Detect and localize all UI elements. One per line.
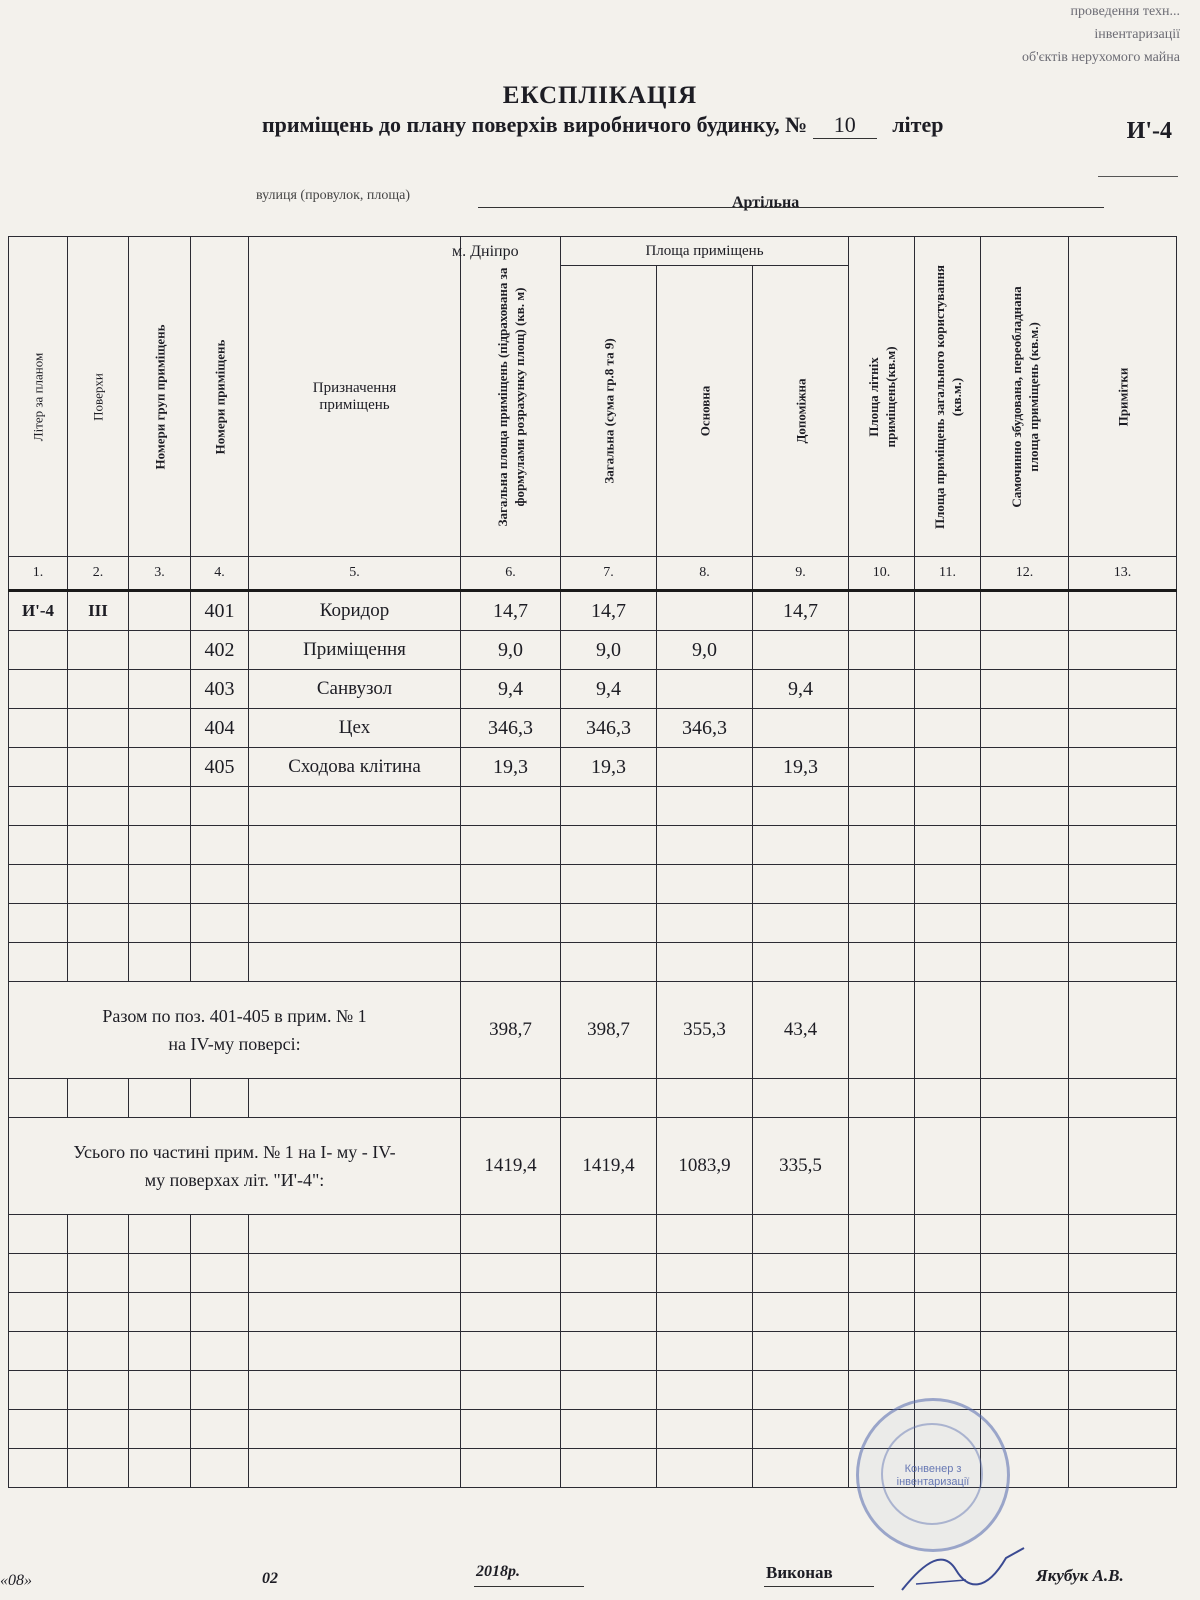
liter-underline: [1098, 176, 1178, 177]
col-header-common: Площа приміщень загального користування (кв.м.): [915, 237, 981, 557]
col-header-notes: Примітки: [1069, 237, 1177, 557]
cell-sum: 19,3: [561, 748, 657, 787]
cell-sum: 14,7: [561, 591, 657, 631]
corner-line: проведення техн...: [1070, 4, 1180, 19]
signature-mark: [896, 1540, 1036, 1600]
col-header-total-area: Загальна площа приміщень (підрахована за формулами розрахунку площ) (кв. м): [461, 237, 561, 557]
footer-day: «08»: [0, 1572, 32, 1589]
year-underline: [474, 1586, 584, 1587]
col-number: 10.: [849, 557, 915, 591]
cell-floor: [68, 748, 129, 787]
cell-total: 346,3: [461, 709, 561, 748]
cell-room: 401: [191, 591, 249, 631]
cell-aux: 14,7: [753, 591, 849, 631]
footer-performed-label: Виконав: [766, 1563, 833, 1582]
cell-room: 405: [191, 748, 249, 787]
col-header-groups: Номери груп приміщень: [129, 237, 191, 557]
subtotal-sum: 398,7: [561, 982, 657, 1079]
empty-row: [9, 943, 1177, 982]
col-header-liter: Літер за планом: [9, 237, 68, 557]
grand-total-label: Усього по частині прим. № 1 на І- му - IV- му поверхах літ. "И'-4":: [9, 1118, 461, 1215]
cell-floor: III: [68, 591, 129, 631]
column-number-row: [9, 557, 1177, 591]
col-header-main: Основна: [657, 266, 753, 557]
cell-aux: [753, 709, 849, 748]
subtitle-prefix: приміщень до плану поверхів виробничого будинку, №: [262, 112, 808, 137]
cell-aux: 9,4: [753, 670, 849, 709]
col-header-purpose: Призначення приміщень: [249, 237, 461, 557]
cell-liter: [9, 748, 68, 787]
cell-room: 402: [191, 631, 249, 670]
cell-aux: 19,3: [753, 748, 849, 787]
col-number: 9.: [753, 557, 849, 591]
official-stamp: Конвенер з інвентаризації: [856, 1398, 1010, 1552]
table-row: [9, 631, 1177, 670]
cell-sum: 346,3: [561, 709, 657, 748]
subtotal-row: [9, 982, 1177, 1079]
grand-total-total: 1419,4: [461, 1118, 561, 1215]
col-number: 4.: [191, 557, 249, 591]
col-number: 2.: [68, 557, 129, 591]
col-number: 6.: [461, 557, 561, 591]
cell-main: 346,3: [657, 709, 753, 748]
col-header-room-numbers: Номери приміщень: [191, 237, 249, 557]
col-number: 13.: [1069, 557, 1177, 591]
cell-total: 19,3: [461, 748, 561, 787]
cell-main: 9,0: [657, 631, 753, 670]
subtotal-label: Разом по поз. 401-405 в прим. № 1 на IV-му поверсі:: [9, 982, 461, 1079]
cell-purpose: Санвузол: [249, 670, 461, 709]
cell-total: 14,7: [461, 591, 561, 631]
street-underline: [478, 207, 1104, 208]
col-header-area-group: Площа приміщень: [561, 237, 849, 266]
grand-total-sum: 1419,4: [561, 1118, 657, 1215]
col-header-unauthorized: Самочинно збудована, переобладнана площа приміщень (кв.м.): [981, 237, 1069, 557]
cell-total: 9,4: [461, 670, 561, 709]
subtotal-main: 355,3: [657, 982, 753, 1079]
table-row: [9, 591, 1177, 631]
grand-total-aux: 335,5: [753, 1118, 849, 1215]
cell-purpose: Цех: [249, 709, 461, 748]
cell-group: [129, 591, 191, 631]
header-corner-text: [920, 0, 1180, 69]
cell-main: [657, 591, 753, 631]
cell-floor: [68, 670, 129, 709]
col-header-summer: Площа літніх приміщень(кв.м): [849, 237, 915, 557]
col-number: 1.: [9, 557, 68, 591]
col-number: 7.: [561, 557, 657, 591]
document-title: ЕКСПЛІКАЦІЯ: [502, 82, 698, 109]
empty-row: [9, 1215, 1177, 1254]
building-number: 10: [813, 112, 877, 139]
empty-row: [9, 1254, 1177, 1293]
subtotal-total: 398,7: [461, 982, 561, 1079]
cell-main: [657, 748, 753, 787]
cell-liter: И'-4: [9, 591, 68, 631]
empty-row: [9, 1293, 1177, 1332]
liter-label: літер: [892, 112, 944, 137]
empty-row: [9, 904, 1177, 943]
footer-month: 02: [262, 1570, 278, 1587]
cell-sum: 9,4: [561, 670, 657, 709]
table-row: [9, 709, 1177, 748]
col-header-aux: Допоміжна: [753, 266, 849, 557]
cell-room: 403: [191, 670, 249, 709]
cell-liter: [9, 709, 68, 748]
liter-value: И'-4: [1126, 118, 1172, 144]
footer-performer: Якубук А.В.: [1036, 1566, 1124, 1585]
col-number: 3.: [129, 557, 191, 591]
cell-group: [129, 748, 191, 787]
cell-floor: [68, 631, 129, 670]
corner-line: об'єктів нерухомого майна: [1021, 50, 1180, 65]
cell-room: 404: [191, 709, 249, 748]
cell-sum: 9,0: [561, 631, 657, 670]
performed-underline: [764, 1586, 874, 1587]
cell-group: [129, 670, 191, 709]
col-number: 5.: [249, 557, 461, 591]
col-number: 11.: [915, 557, 981, 591]
col-header-floors: Поверхи: [68, 237, 129, 557]
table-row: [9, 748, 1177, 787]
corner-line: інвентаризації: [1094, 27, 1180, 42]
grand-total-main: 1083,9: [657, 1118, 753, 1215]
cell-purpose: Коридор: [249, 591, 461, 631]
footer-year: 2018р.: [476, 1563, 520, 1580]
empty-row: [9, 865, 1177, 904]
grand-total-row: [9, 1118, 1177, 1215]
explication-table: [8, 236, 1177, 1488]
cell-liter: [9, 670, 68, 709]
street-value: Артільна: [732, 194, 800, 211]
empty-row: [9, 826, 1177, 865]
cell-purpose: Приміщення: [249, 631, 461, 670]
cell-main: [657, 670, 753, 709]
empty-row: [9, 1371, 1177, 1410]
col-number: 12.: [981, 557, 1069, 591]
empty-row: [9, 787, 1177, 826]
cell-liter: [9, 631, 68, 670]
table-row: [9, 670, 1177, 709]
cell-purpose: Сходова клітина: [249, 748, 461, 787]
city-label: м. Дніпро: [452, 243, 519, 260]
subtotal-aux: 43,4: [753, 982, 849, 1079]
cell-floor: [68, 709, 129, 748]
document-subtitle: [262, 112, 943, 139]
cell-group: [129, 709, 191, 748]
empty-row: [9, 1079, 1177, 1118]
street-label: вулиця (провулок, площа): [256, 188, 411, 203]
col-number: 8.: [657, 557, 753, 591]
cell-group: [129, 631, 191, 670]
cell-aux: [753, 631, 849, 670]
col-header-sum: Загальна (сума гр.8 та 9): [561, 266, 657, 557]
empty-row: [9, 1332, 1177, 1371]
cell-total: 9,0: [461, 631, 561, 670]
